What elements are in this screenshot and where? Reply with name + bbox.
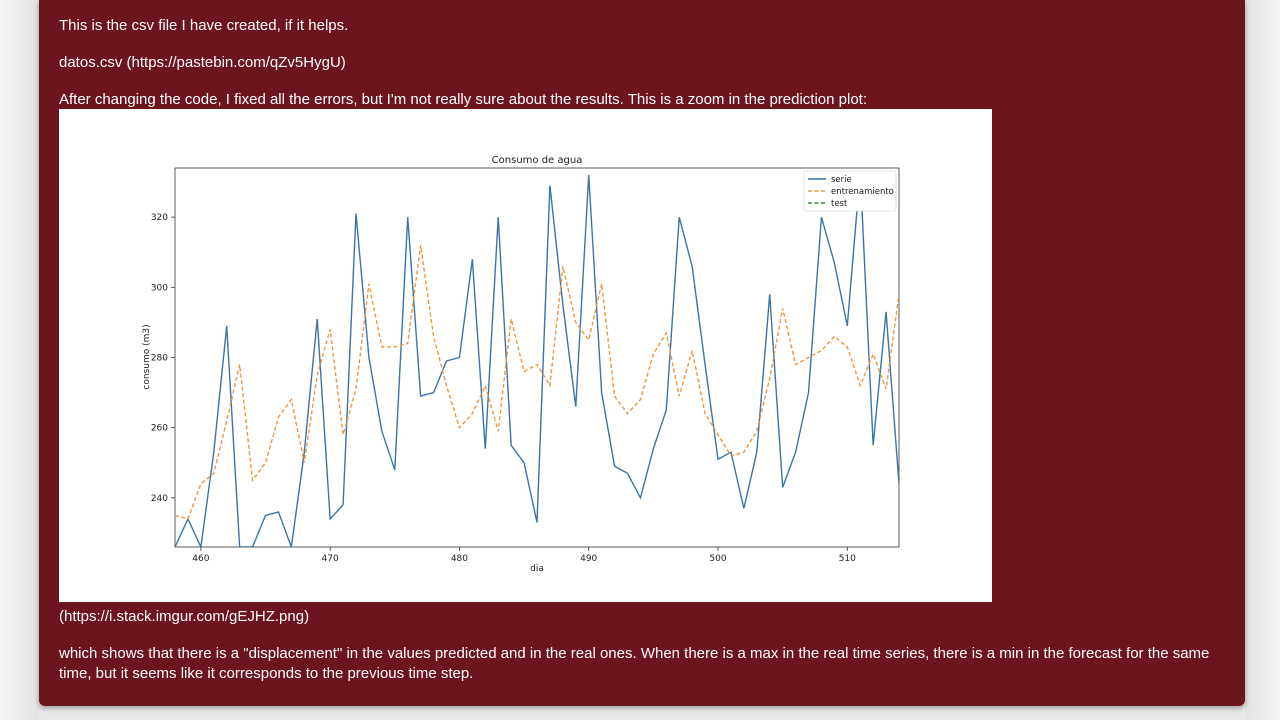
post-paragraph-csv-link[interactable]: datos.csv (https://pastebin.com/qZv5HygU): [59, 54, 346, 71]
legend-label-test: test: [831, 199, 848, 209]
y-tick-label: 260: [150, 423, 168, 434]
y-axis-label: consumo (m3): [142, 324, 152, 390]
page-margin-left: [0, 0, 39, 720]
y-tick-label: 320: [150, 213, 168, 224]
x-tick-label: 460: [192, 554, 210, 564]
legend-label-entrenamiento: entrenamiento: [831, 187, 894, 197]
post-paragraph-csv-intro: This is the csv file I have created, if it helps.: [59, 17, 349, 34]
x-tick-label: 480: [450, 554, 469, 564]
x-tick-label: 500: [709, 554, 727, 564]
prediction-plot-image: [59, 109, 992, 602]
image-source-link[interactable]: (https://i.stack.imgur.com/gEJHZ.png): [59, 608, 310, 625]
prediction-chart: [59, 109, 992, 602]
post-paragraph-zoom-intro: After changing the code, I fixed all the errors, but I'm not really sure about the results. This is a zoom in the prediction plot:: [59, 91, 868, 108]
post-paragraph-displacement: which shows that there is a "displacement" in the values predicted and in the real ones. When there is a max in the real time series, there is a min in the forecast for the same time, but it seems like it corresponds to the previous time step.: [59, 645, 1210, 682]
plot-frame: [175, 168, 899, 547]
y-tick-label: 300: [150, 283, 168, 294]
x-tick-label: 510: [838, 554, 856, 564]
page-margin-right: [1245, 0, 1280, 720]
x-tick-label: 490: [580, 554, 598, 564]
legend-label-serie: serie: [831, 175, 852, 185]
chart-title: Consumo de agua: [491, 155, 583, 166]
y-tick-label: 240: [150, 493, 168, 504]
chart-legend: [804, 171, 896, 211]
series-line-entrenamiento: [175, 245, 912, 519]
x-axis-label: dia: [530, 564, 544, 574]
x-tick-label: 470: [321, 554, 339, 564]
series-line-serie: [175, 172, 899, 547]
y-tick-label: 280: [150, 353, 168, 364]
